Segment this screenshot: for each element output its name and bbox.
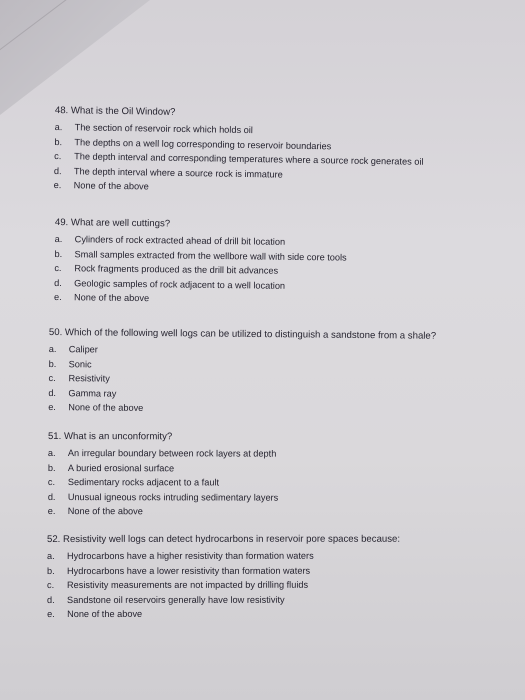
option-letter: c.	[48, 372, 56, 384]
option-letter: d.	[54, 277, 62, 288]
option-letter: a.	[48, 343, 57, 355]
option-text: The section of reservoir rock which holds oil	[74, 122, 253, 136]
option-text: None of the above	[67, 506, 143, 517]
option-b	[48, 460, 508, 476]
option-letter: e.	[53, 179, 62, 191]
option-text: Cylinders of rock extracted ahead of drill bit location	[74, 234, 286, 247]
question-48	[54, 104, 515, 200]
option-letter: c.	[54, 262, 62, 274]
option-letter: b.	[47, 565, 55, 576]
question-text: Which of the following well logs can be utilized to distinguish a sandstone from a shale?	[64, 327, 437, 342]
option-letter: b.	[48, 358, 57, 369]
option-text: Caliper	[68, 344, 98, 355]
option-a	[47, 549, 507, 564]
option-letter: a.	[47, 550, 55, 561]
option-text: Unusual igneous rocks intruding sedimentary layers	[67, 491, 279, 503]
option-d	[47, 592, 507, 607]
question-stem	[47, 533, 507, 546]
option-text: The depths on a well log corresponding to reservoir boundaries	[74, 136, 332, 151]
option-letter: e.	[53, 291, 62, 303]
option-d	[48, 489, 508, 505]
option-e	[47, 607, 507, 622]
option-text: None of the above	[67, 608, 143, 619]
option-letter: b.	[47, 462, 56, 473]
option-text: The depth interval and corresponding temperatures where a source rock generates oil	[74, 151, 424, 167]
option-letter: a.	[54, 121, 63, 133]
option-letter: d.	[47, 594, 55, 605]
option-text: Gamma ray	[68, 387, 117, 399]
question-stem	[55, 216, 515, 235]
option-text: None of the above	[73, 180, 149, 192]
question-stem	[49, 326, 509, 343]
option-b	[47, 563, 507, 578]
option-letter: c.	[47, 476, 56, 488]
option-letter: d.	[48, 387, 57, 398]
option-text: Resistivity	[68, 373, 110, 384]
option-text: None of the above	[68, 402, 144, 413]
option-letter: b.	[54, 136, 63, 147]
question-text: What is an unconformity?	[63, 431, 173, 443]
option-text: Geologic samples of rock adjacent to a well location	[74, 277, 286, 291]
option-letter: d.	[47, 491, 56, 502]
option-c	[48, 475, 508, 491]
option-letter: e.	[47, 505, 56, 517]
option-e	[48, 504, 508, 520]
question-number: 50.	[48, 326, 63, 339]
option-letter: a.	[54, 233, 63, 245]
question-stem	[48, 430, 508, 444]
question-52	[47, 533, 507, 622]
question-number: 48.	[54, 104, 69, 117]
option-c	[47, 578, 507, 593]
option-text: None of the above	[73, 292, 150, 304]
question-49	[54, 216, 515, 310]
question-50	[48, 326, 509, 419]
question-text: Resistivity well logs can detect hydrocarbons in reservoir pore spaces because:	[63, 533, 401, 545]
option-text: Hydrocarbons have a lower resistivity than formation waters	[67, 565, 311, 576]
option-letter: d.	[53, 165, 62, 176]
question-text: What is the Oil Window?	[70, 105, 176, 118]
option-e	[48, 400, 508, 419]
option-text: Small samples extracted from the wellbore wall with side core tools	[74, 248, 347, 263]
option-a	[48, 446, 508, 462]
option-letter: e.	[48, 401, 56, 413]
option-text: Sandstone oil reservoirs generally have low resistivity	[67, 594, 285, 605]
option-letter: b.	[54, 248, 63, 259]
option-text: Resistivity measurements are not impacted by drilling fluids	[67, 579, 309, 590]
question-51	[48, 430, 508, 520]
option-text: A buried erosional surface	[67, 462, 175, 473]
option-text: Sedimentary rocks adjacent to a fault	[67, 477, 220, 488]
option-text: Hydrocarbons have a higher resistivity than formation waters	[67, 550, 314, 561]
question-number: 52.	[47, 533, 61, 545]
option-letter: a.	[47, 447, 56, 459]
option-letter: e.	[47, 608, 55, 619]
option-text: Rock fragments produced as the drill bit advances	[74, 263, 279, 276]
question-number: 49.	[54, 216, 69, 229]
option-letter: c.	[47, 579, 55, 590]
option-text: The depth interval where a source rock is immature	[73, 165, 283, 180]
question-text: What are well cuttings?	[70, 217, 171, 230]
option-text: Sonic	[68, 358, 92, 369]
question-number: 51.	[47, 431, 62, 443]
option-letter: c.	[54, 150, 62, 162]
option-text: An irregular boundary between rock layers at depth	[67, 448, 277, 459]
